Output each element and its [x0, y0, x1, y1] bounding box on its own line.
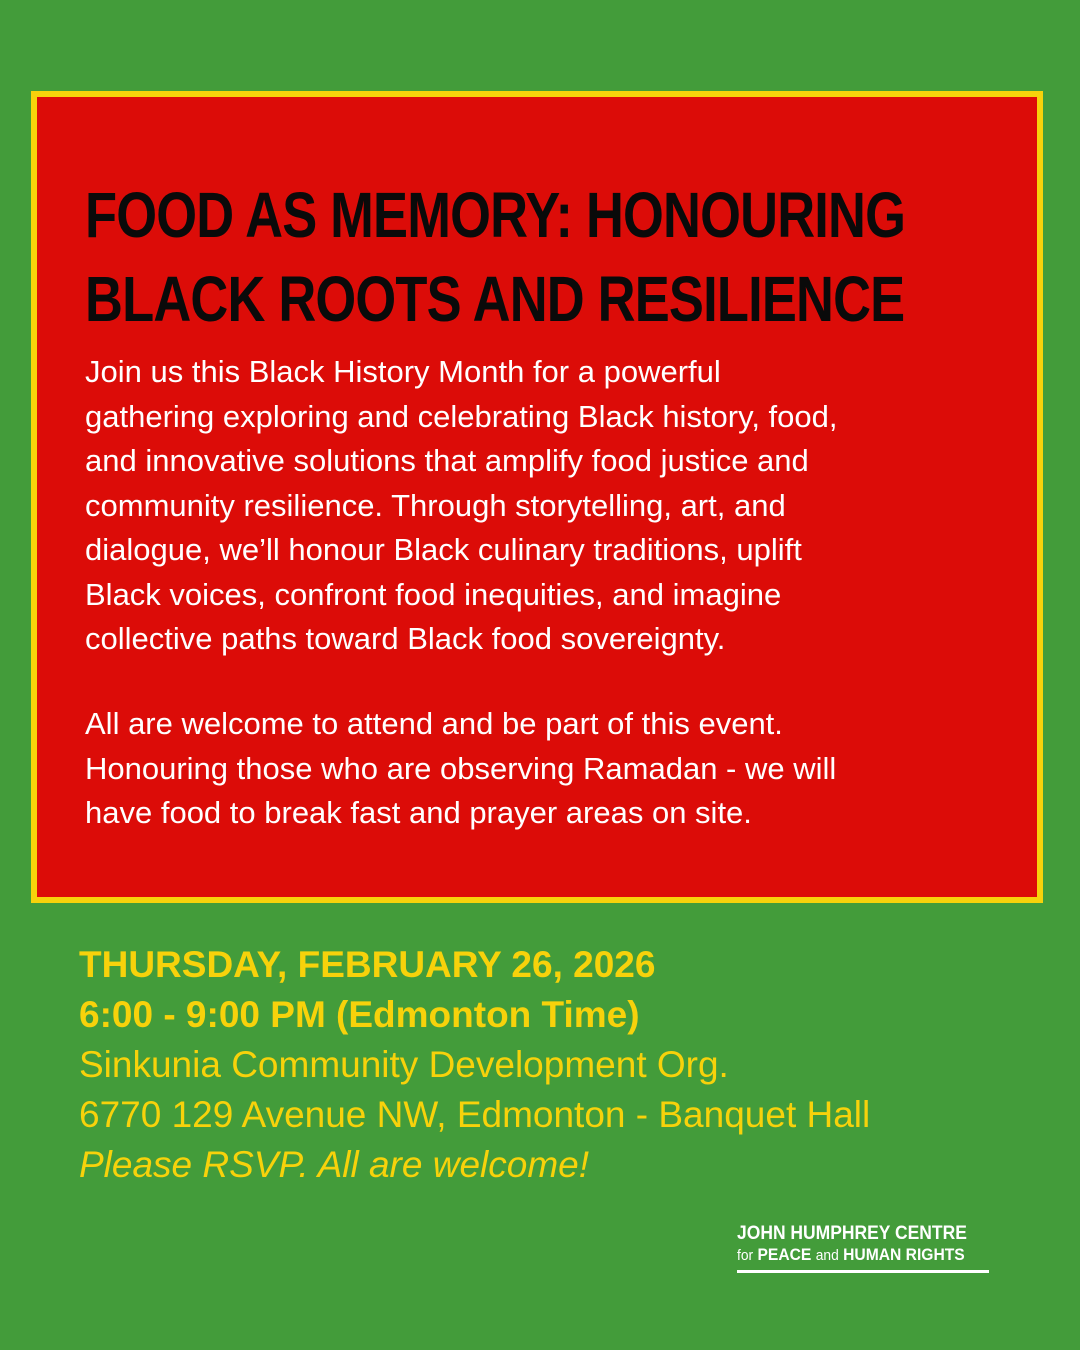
event-rsvp: Please RSVP. All are welcome! [79, 1144, 590, 1185]
description-panel [31, 91, 1043, 903]
description-line: Black voices, confront food inequities, and imagine [85, 576, 782, 612]
welcome-line: have food to break fast and prayer areas on site. [85, 795, 752, 830]
logo-word-peace: PEACE [757, 1245, 812, 1264]
logo-word-for: for [737, 1247, 754, 1264]
event-title [85, 173, 906, 341]
event-title-line: BLACK ROOTS AND RESILIENCE [85, 263, 905, 335]
logo-word-and: and [815, 1247, 839, 1264]
welcome-line: All are welcome to attend and be part of this event. [85, 706, 783, 741]
event-date: THURSDAY, FEBRUARY 26, 2026 [79, 944, 656, 985]
welcome-paragraph [85, 702, 1005, 836]
description-line: collective paths toward Black food sovereignty. [85, 621, 726, 656]
organization-logo [737, 1223, 989, 1273]
description-paragraph [85, 350, 1005, 662]
event-address: 6770 129 Avenue NW, Edmonton - Banquet Hall [79, 1094, 871, 1135]
welcome-line: Honouring those who are observing Ramadan - we will [85, 750, 837, 786]
description-line: community resilience. Through storytelling, art, and [85, 487, 786, 523]
description-line: gathering exploring and celebrating Black history, food, [85, 398, 838, 434]
description-line: Join us this Black History Month for a powerful [85, 354, 721, 389]
description-line: dialogue, we’ll honour Black culinary traditions, uplift [85, 532, 802, 567]
event-details [79, 940, 1039, 1190]
logo-word-rights: HUMAN RIGHTS [843, 1245, 965, 1264]
event-title-line: FOOD AS MEMORY: HONOURING [85, 179, 906, 251]
logo-line-1: JOHN HUMPHREY CENTRE [737, 1223, 967, 1244]
event-time: 6:00 - 9:00 PM (Edmonton Time) [79, 994, 640, 1035]
logo-line-2 [737, 1245, 969, 1266]
description-line: and innovative solutions that amplify food justice and [85, 443, 809, 478]
event-venue: Sinkunia Community Development Org. [79, 1044, 729, 1085]
